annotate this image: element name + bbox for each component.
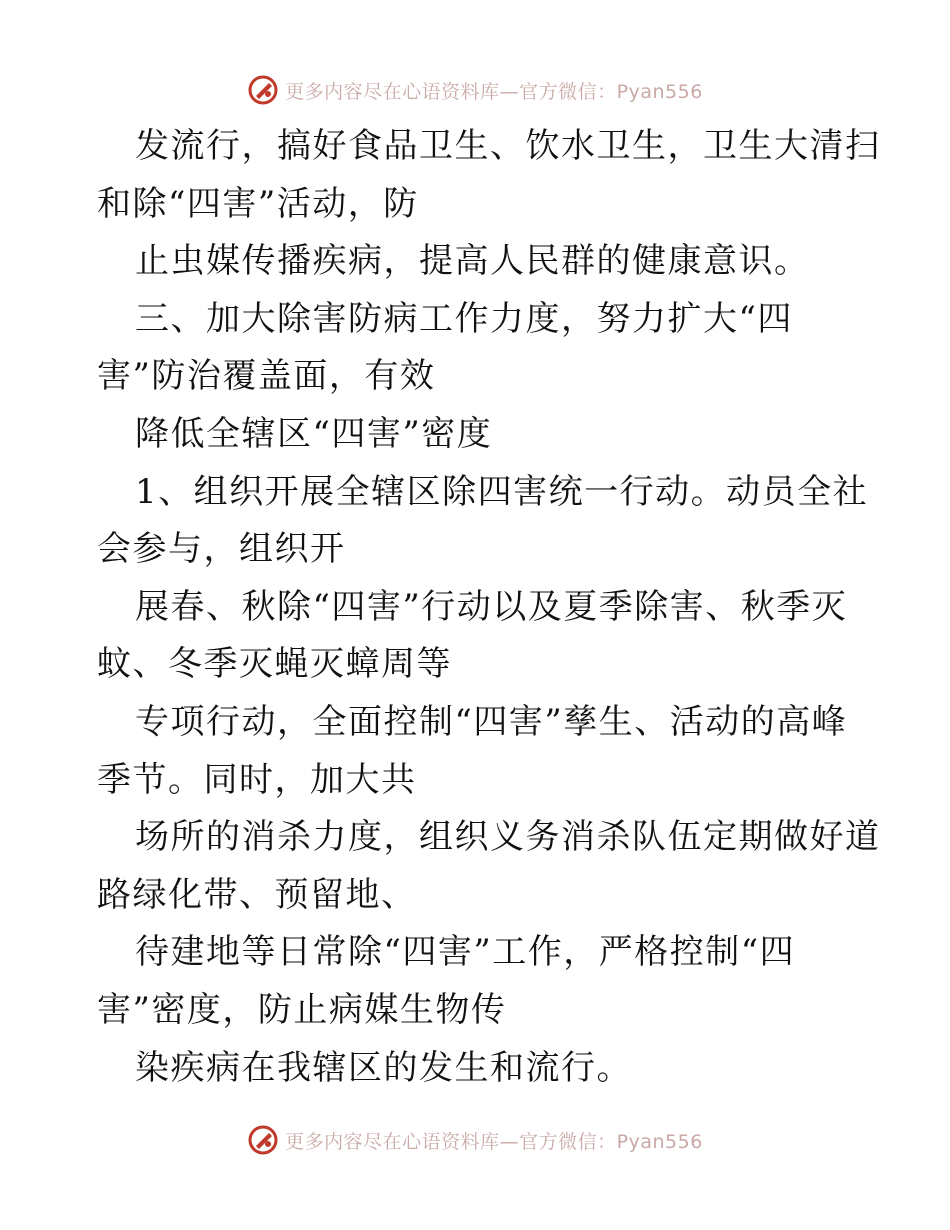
text-line: 蚊、冬季灭蝇灭蟑周等	[97, 644, 452, 685]
text-line: 季节。同时，加大共	[97, 759, 417, 800]
text-line: 发流行，搞好食品卫生、饮水卫生，卫生大清扫	[135, 126, 881, 166]
logo-icon	[247, 74, 279, 106]
text-line: 害”密度，防止病媒生物传	[97, 989, 507, 1030]
text-line: 1、组织开展全辖区除四害统一行动。动员全社	[135, 471, 869, 512]
text-line: 染疾病在我辖区的发生和流行。	[135, 1047, 632, 1088]
text-line: 止虫媒传播疾病，提高人民群的健康意识。	[135, 241, 810, 282]
text-line: 和除“四害”活动，防	[97, 183, 419, 224]
logo-icon	[247, 1124, 279, 1156]
text-line: 待建地等日常除“四害”工作，严格控制“四	[135, 932, 796, 973]
text-line: 会参与，组织开	[97, 529, 346, 570]
text-line: 降低全辖区“四害”密度	[135, 413, 493, 454]
text-line: 三、加大除害防病工作力度，努力扩大“四	[135, 298, 793, 339]
header-banner-text: 更多内容尽在心语资料库—官方微信：Pyan556	[285, 80, 703, 103]
text-line: 专项行动，全面控制“四害”孳生、活动的高峰	[135, 701, 848, 742]
text-line: 害”防治覆盖面，有效	[97, 356, 436, 397]
text-line: 展春、秋除“四害”行动以及夏季除害、秋季灭	[135, 586, 848, 627]
text-line: 场所的消杀力度，组织义务消杀队伍定期做好道	[135, 817, 881, 858]
header-banner	[0, 70, 950, 110]
text-line: 路绿化带、预留地、	[97, 874, 417, 915]
footer-banner-text: 更多内容尽在心语资料库—官方微信：Pyan556	[285, 1130, 703, 1153]
footer-banner	[0, 1120, 950, 1160]
document-body	[97, 118, 881, 1097]
